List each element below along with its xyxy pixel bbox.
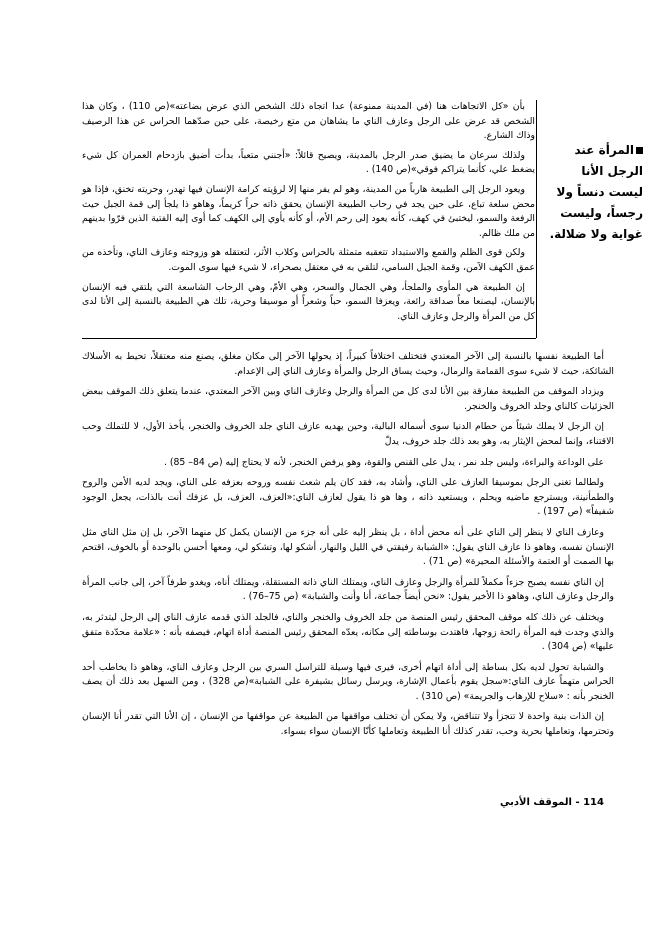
pull-quote [543, 140, 643, 245]
paragraph: ويختلف عن ذلك كله موقف المحقق رئيس المنصة من جلد الخروف والخنجر والناي، فالجلد الذي قدمه عازف الناي إلى الرجل ليتدثر به، والذي وجدت فيه المرأة رائحة زوجها، فاهتدت بوساطته إلى مكانه، يعدّه المحقق رئيس المنصة أداة اتهام، فيصفه بأنه : «علامة محدّدة متفق عليها» (ص 304) . [82, 611, 614, 653]
paragraph: وعازف الناي لا ينظر إلى الناي على أنه محض أداة ، بل ينظر إليه على أنه جزء من الإنسان يكمل كل منهما الآخر، بل إن مثل الناي مثل الإنسان نفسه، وهاهو ذا عازف الناي يقول: «الشبابة رفيقتي في الليل والنهار، أشكو لها، وتشكو لي، ومعها أحسن بالوحدة أو بالخوف، اقتحم بها الصمت أو العتمة والأسئلة المحيرة» (ص 71) . [82, 526, 614, 568]
paragraph: ولذلك سرعان ما يضيق صدر الرجل بالمدينة، ويصيح قائلاً: «أجنني متعباً، بدأت أضيق بازدحام العمران كل شيء يضغط علي، كأنما يتراكم فوقي»(ص 140) . [82, 149, 535, 176]
paragraph: على الوداعة والبراءة، وليس جلد نمر ، يدل على القنص والقوة، وهو يرفض الخنجر، لأنه لا يحتاج إليه (ص 84– 85) . [163, 456, 604, 468]
paragraph: إن الناي نفسه يصبح جزءاً مكملاً للمرأة والرجل وعازف الناي، ويمتلك الناي ذاته المستقلة، ويمتلك أناه، ويغدو طرفاً آخر، إلى جانب المرأة والرجل وعازف الناي، وهاهو ذا الأخير يقول: «نحن أيضاً جماعة، أنا وأنت والشبابة» (ص 75–76) . [82, 576, 614, 603]
paragraph: بأن «كل الاتجاهات هنا (في المدينة ممنوعة) عدا اتجاه ذلك الشخص الذي عرض بضاعته»(ص 110) ، وكان هذا الشخص قد عرض على الرجل وعازف الناي ما يشاهان من متع رخيصة، على حين صدّهما الحراس عن هذا الرصيف وذاك الشارع. [82, 101, 535, 142]
pull-quote-text: المرأة عند الرجل الأنا ليست دنساً ولا رجساً، وليست غواية ولا ضلالة. [549, 143, 643, 241]
lower-text-block [82, 350, 614, 746]
paragraph: إن الرجل لا يملك شيئاً من حطام الدنيا سوى أسماله البالية، وحين يهديه عازف الناي جلد الخروف والخنجر، يأخذ الأول، لا للتملك وحب الاقتناء، وإنما لمحض الإيثار به، وهو بعد ذلك جلد خروف، يدلّ [82, 421, 614, 447]
upper-text-block [82, 100, 535, 338]
paragraph: ولطالما تغنى الرجل بموسيقا العازف على الناي، وأشاد به، فقد كان يلم شعث نفسه وروحه بعزفه على الناي، ويجد لديه الأمن والروح والطمأنينة، ويسترجع ماضيه ويحلم ، ويستعيد ذاته ، وها هو ذا يقول لعازف الناي:«العزف، العزف، بل عزفك أنت بالذات، يجعل الوجود شفيفاً» (ص 197) . [82, 477, 614, 518]
paragraph: ولكن قوى الظلم والقمع والاستبداد تتعقبه متمثلة بالحراس وكلاب الأثر، لتعتقله هو وزوجته وعازف الناي، وتأخذه من عمق الكهف الآمن، وقمة الجبل السامي، لتلقي به في معتقل بصحراء، لا شيء فيها سوى الموت. [82, 247, 535, 273]
square-bullet-icon [636, 147, 643, 154]
paragraph: أما الطبيعة نفسها بالنسبة إلى الآخر المعتدي فتختلف اختلافاً كبيراً، إذ يحولها الآخر إلى مكان مغلق، يصنع منه معتقلاً، تحيط به الأسلاك الشائكة، حيث لا شيء سوى القمامة والرمال، وحيث يساق الرجل والمرأة وعازف الناي إلى الإعدام. [82, 351, 614, 377]
column-divider [536, 100, 537, 338]
paragraph: والشبابة تحول لديه بكل بساطة إلى أداة اتهام أخرى، فيرى فيها وسيلة للتراسل السري بين الرجل وعازف الناي، وهاهو ذا يخاطب أحد الحراس متهماً عازف الناي:«سجل يقوم بأعمال الإشارة، ويرسل رسائل بشيفرة على الشبابة»(ص 328) ، ومن السهل بعد ذلك أن يصف الخنجر بأنه : «سلاح للإرهاب والجريمة» (ص 310) . [82, 661, 614, 702]
paragraph: ويزداد الموقف من الطبيعة مفارقة بين الأنا لدى كل من المرأة والرجل وعازف الناي وبين الآخر المعتدي، عندما يتعلق ذلك الموقف ببعض الجزئيات كالناي وجلد الخروف والخنجر. [82, 386, 614, 412]
paragraph: إن الذات بنية واحدة لا تتجزأ ولا تتناقض، ولا يمكن أن تختلف مواقفها من الطبيعة عن مواقفها من الإنسان ، إن الأنا التي تقدر أنا الإنسان وتحترمها، وتعاملها بحرية وحب، تقدر كذلك أنا الطبيعة وتعاملها كأنّا الإنسان سواء بسواء. [82, 711, 614, 738]
page-footer: 114 - الموقف الأدبي [500, 797, 604, 808]
section-divider [82, 338, 536, 339]
paragraph: ويعود الرجل إلى الطبيعة هارباً من المدينة، وهو لم يفر منها إلا لرؤيته كرامة الإنسان فيها تهدر، وحريته تخنق، فإذا هو محض سلعة تباع، على حين يجد في رحاب الطبيعة الإنسان يحقق ذاته حراً كريماً، وهاهو ذا يلجأ إلى قمة الجبل حيث الرفعة والسمو، ليختبئ في كهف، كأنه يعود إلى رحم الأم، أو كأنه يأوي إلى الكهف كما أوى إليه الفتية الذين فرّوا بدينهم من ملك ظالم. [82, 183, 535, 239]
paragraph: إن الطبيعة هي المأوى والملجأ، وهي الجمال والسحر، وهي الأمّ، وهي الرحاب الشاسعة التي يلتقي فيه الإنسان بالإنسان، ليصنعا معاً صداقة رائعة، ويعزفا السمو، حباً وشعراً أو موسيقا وحرية، تلك هي الطبيعة بالنسبة إلى الأنا لدى كل من المرأة والرجل وعازف الناي. [82, 281, 535, 322]
